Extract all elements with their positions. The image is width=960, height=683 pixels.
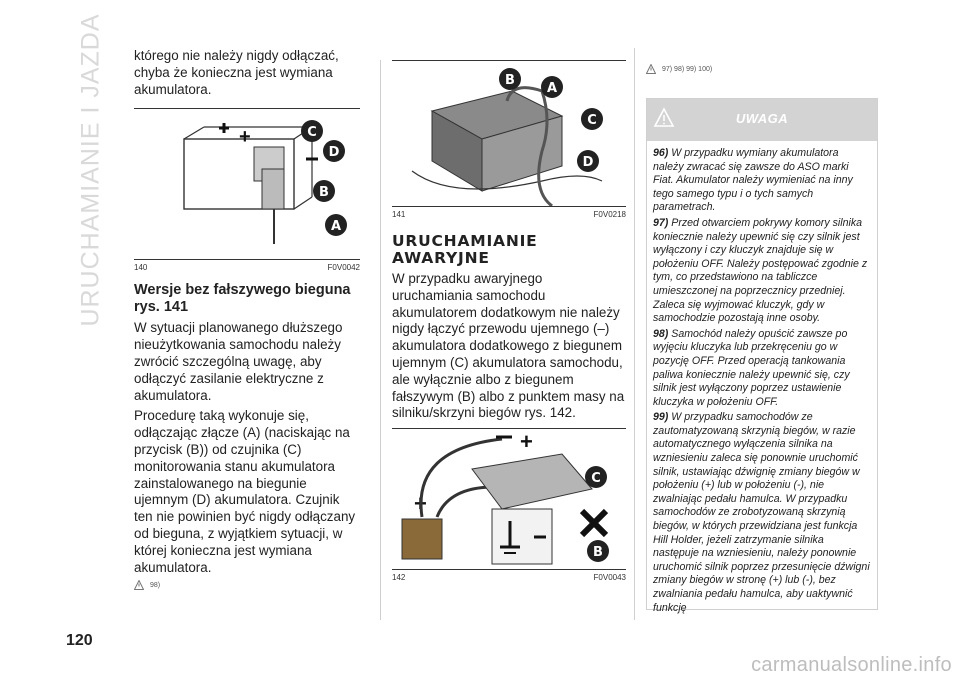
column-left (134, 48, 360, 590)
warning-item-number: 96) (653, 147, 669, 159)
battery-terminals-illustration (392, 61, 626, 206)
body-paragraph: W sytuacji planowanego dłuższego nieużytkowania samochodu należy zwrócić szczególną uwagę, aby odłączyć zasilanie elektryczne z akumulatora. (134, 320, 343, 403)
reference-note (646, 64, 876, 74)
label-d: D (328, 145, 340, 161)
figure-141-caption (392, 207, 626, 219)
svg-text:+: + (239, 126, 251, 149)
svg-text:+: + (414, 491, 427, 517)
label-a: A (330, 219, 342, 235)
warning-item (653, 147, 871, 215)
svg-text:+: + (520, 429, 533, 455)
warning-item-number: 98) (653, 327, 669, 340)
section-title: URUCHAMIANIE I JAZDA (76, 13, 105, 327)
section-sidebar (66, 13, 116, 327)
warning-item-number: 97) (653, 216, 669, 229)
column-divider (380, 60, 381, 620)
warning-item-text: W przypadku wymiany akumulatora należy zwracać się zawsze do ASO marki Fiat. Akumulator należy wymieniać na inny tego samego typu i o tych samych parametrach. (653, 147, 853, 214)
warning-box-body (647, 141, 877, 615)
label-b: B (319, 185, 329, 201)
figure-number: 141 (392, 210, 406, 219)
warning-item-text: Samochód należy opuścić zawsze po wyjęciu kluczyka lub przekręceniu go w pozycję OFF. Przed operacją tankowania paliwa koniecznie należy upewnić się, czy silnik jest wyłączony poprzez ustawienie kluczyka w położeniu OFF. (653, 327, 850, 408)
watermark: carmanualsonline.info (751, 654, 952, 676)
warning-icon (646, 64, 656, 74)
warning-item (653, 328, 871, 410)
figure-140-caption (134, 260, 360, 272)
warning-icon (134, 580, 144, 590)
reference-text: 98) (150, 581, 161, 589)
body-paragraph: Procedurę taką wykonuje się, odłączając złącze (A) (naciskając na przycisk (B)) od czujnika (C) monitorowania stanu akumulatora zainstalowanego na biegunie ujemnym (D) akumulatora. Czujnik ten nie powinien być nigdy odłączany od bieguna, z wyjątkiem sytuacji, w której konieczna jest wymiana akumulatora. (134, 408, 356, 575)
column-middle (392, 48, 626, 582)
figure-code: F0V0042 (327, 263, 360, 273)
figure-141 (392, 60, 626, 207)
section-heading: Wersje bez fałszywego bieguna rys. 141 (134, 282, 351, 316)
warning-item (653, 217, 871, 326)
jump-start-illustration (392, 429, 626, 569)
label-c: C (591, 471, 601, 487)
body-paragraph: W przypadku awaryjnego uruchamiania samochodu akumulatorem dodatkowym nie należy nigdy łączyć przewodu ujemnego (–) akumulatora dodatkowego z biegunem ujemnym (C) akumulatora samochodu, ale wyłącznie albo z biegunem fałszywym (B) albo z punktem masy na silniku/skrzyni biegów rys. 142. (392, 271, 625, 421)
figure-code: F0V0218 (593, 210, 626, 219)
label-b: B (593, 545, 603, 561)
warning-item-number: 99) (653, 411, 669, 424)
column-divider (634, 48, 635, 620)
warning-box-title: UWAGA (735, 111, 789, 126)
figure-142 (392, 428, 626, 570)
figure-code: F0V0043 (593, 573, 626, 583)
page-number: 120 (66, 632, 93, 649)
label-c: C (307, 125, 317, 141)
label-d: D (582, 155, 594, 170)
label-b: B (505, 73, 515, 88)
warning-item (653, 411, 871, 615)
section-heading: URUCHAMIANIE AWARYJNE (392, 232, 538, 267)
warning-item-text: W przypadku samochodów ze zautomatyzowaną skrzynią biegów, w razie automatycznego wyłączenia silnika na wzniesieniu zaleca się ponownie uruchomić silnik, ustawiając dźwignię zmiany biegów w położeniu (+) lub w położeniu (-), nie zwalniając pedału hamulca. W przypadku samochodów ze zrobotyzowaną skrzynią biegów, w których przewidziana jest funkcja Hill Holder, jeżeli zatrzymanie silnika następuje na wzniesieniu, należy ponownie uruchomić silnik poprzez przesunięcie dźwigni zmiany biegów w stronę (+) lub (-), bez zwalniania pedału hamulca, aby uaktywnić funkcję (653, 411, 870, 614)
label-a: A (546, 81, 558, 96)
warning-item-text: Przed otwarciem pokrywy komory silnika koniecznie należy upewnić się czy silnik jest wyłączony i czy kluczyk znajduje się w położeniu OFF. Należy postępować zgodnie z tym, co przedstawiono na tabliczce umieszczonej na poprzecznicy przedniej. Zaleca się wyjmować kluczyk, gdy w samochodzie pozostają inne osoby. (653, 216, 868, 325)
figure-140 (134, 108, 360, 260)
label-c: C (587, 113, 597, 128)
figure-142-caption (392, 570, 626, 582)
intro-paragraph: którego nie należy nigdy odłączać, chyba że konieczna jest wymiana akumulatora. (134, 48, 339, 97)
column-right (646, 60, 876, 74)
reference-note (134, 580, 360, 590)
figure-number: 140 (134, 263, 148, 273)
battery-sensor-illustration (134, 109, 360, 259)
figure-number: 142 (392, 573, 406, 583)
reference-text: 97) 98) 99) 100) (662, 65, 713, 73)
warning-box (646, 98, 878, 614)
warning-box-header (647, 99, 877, 141)
